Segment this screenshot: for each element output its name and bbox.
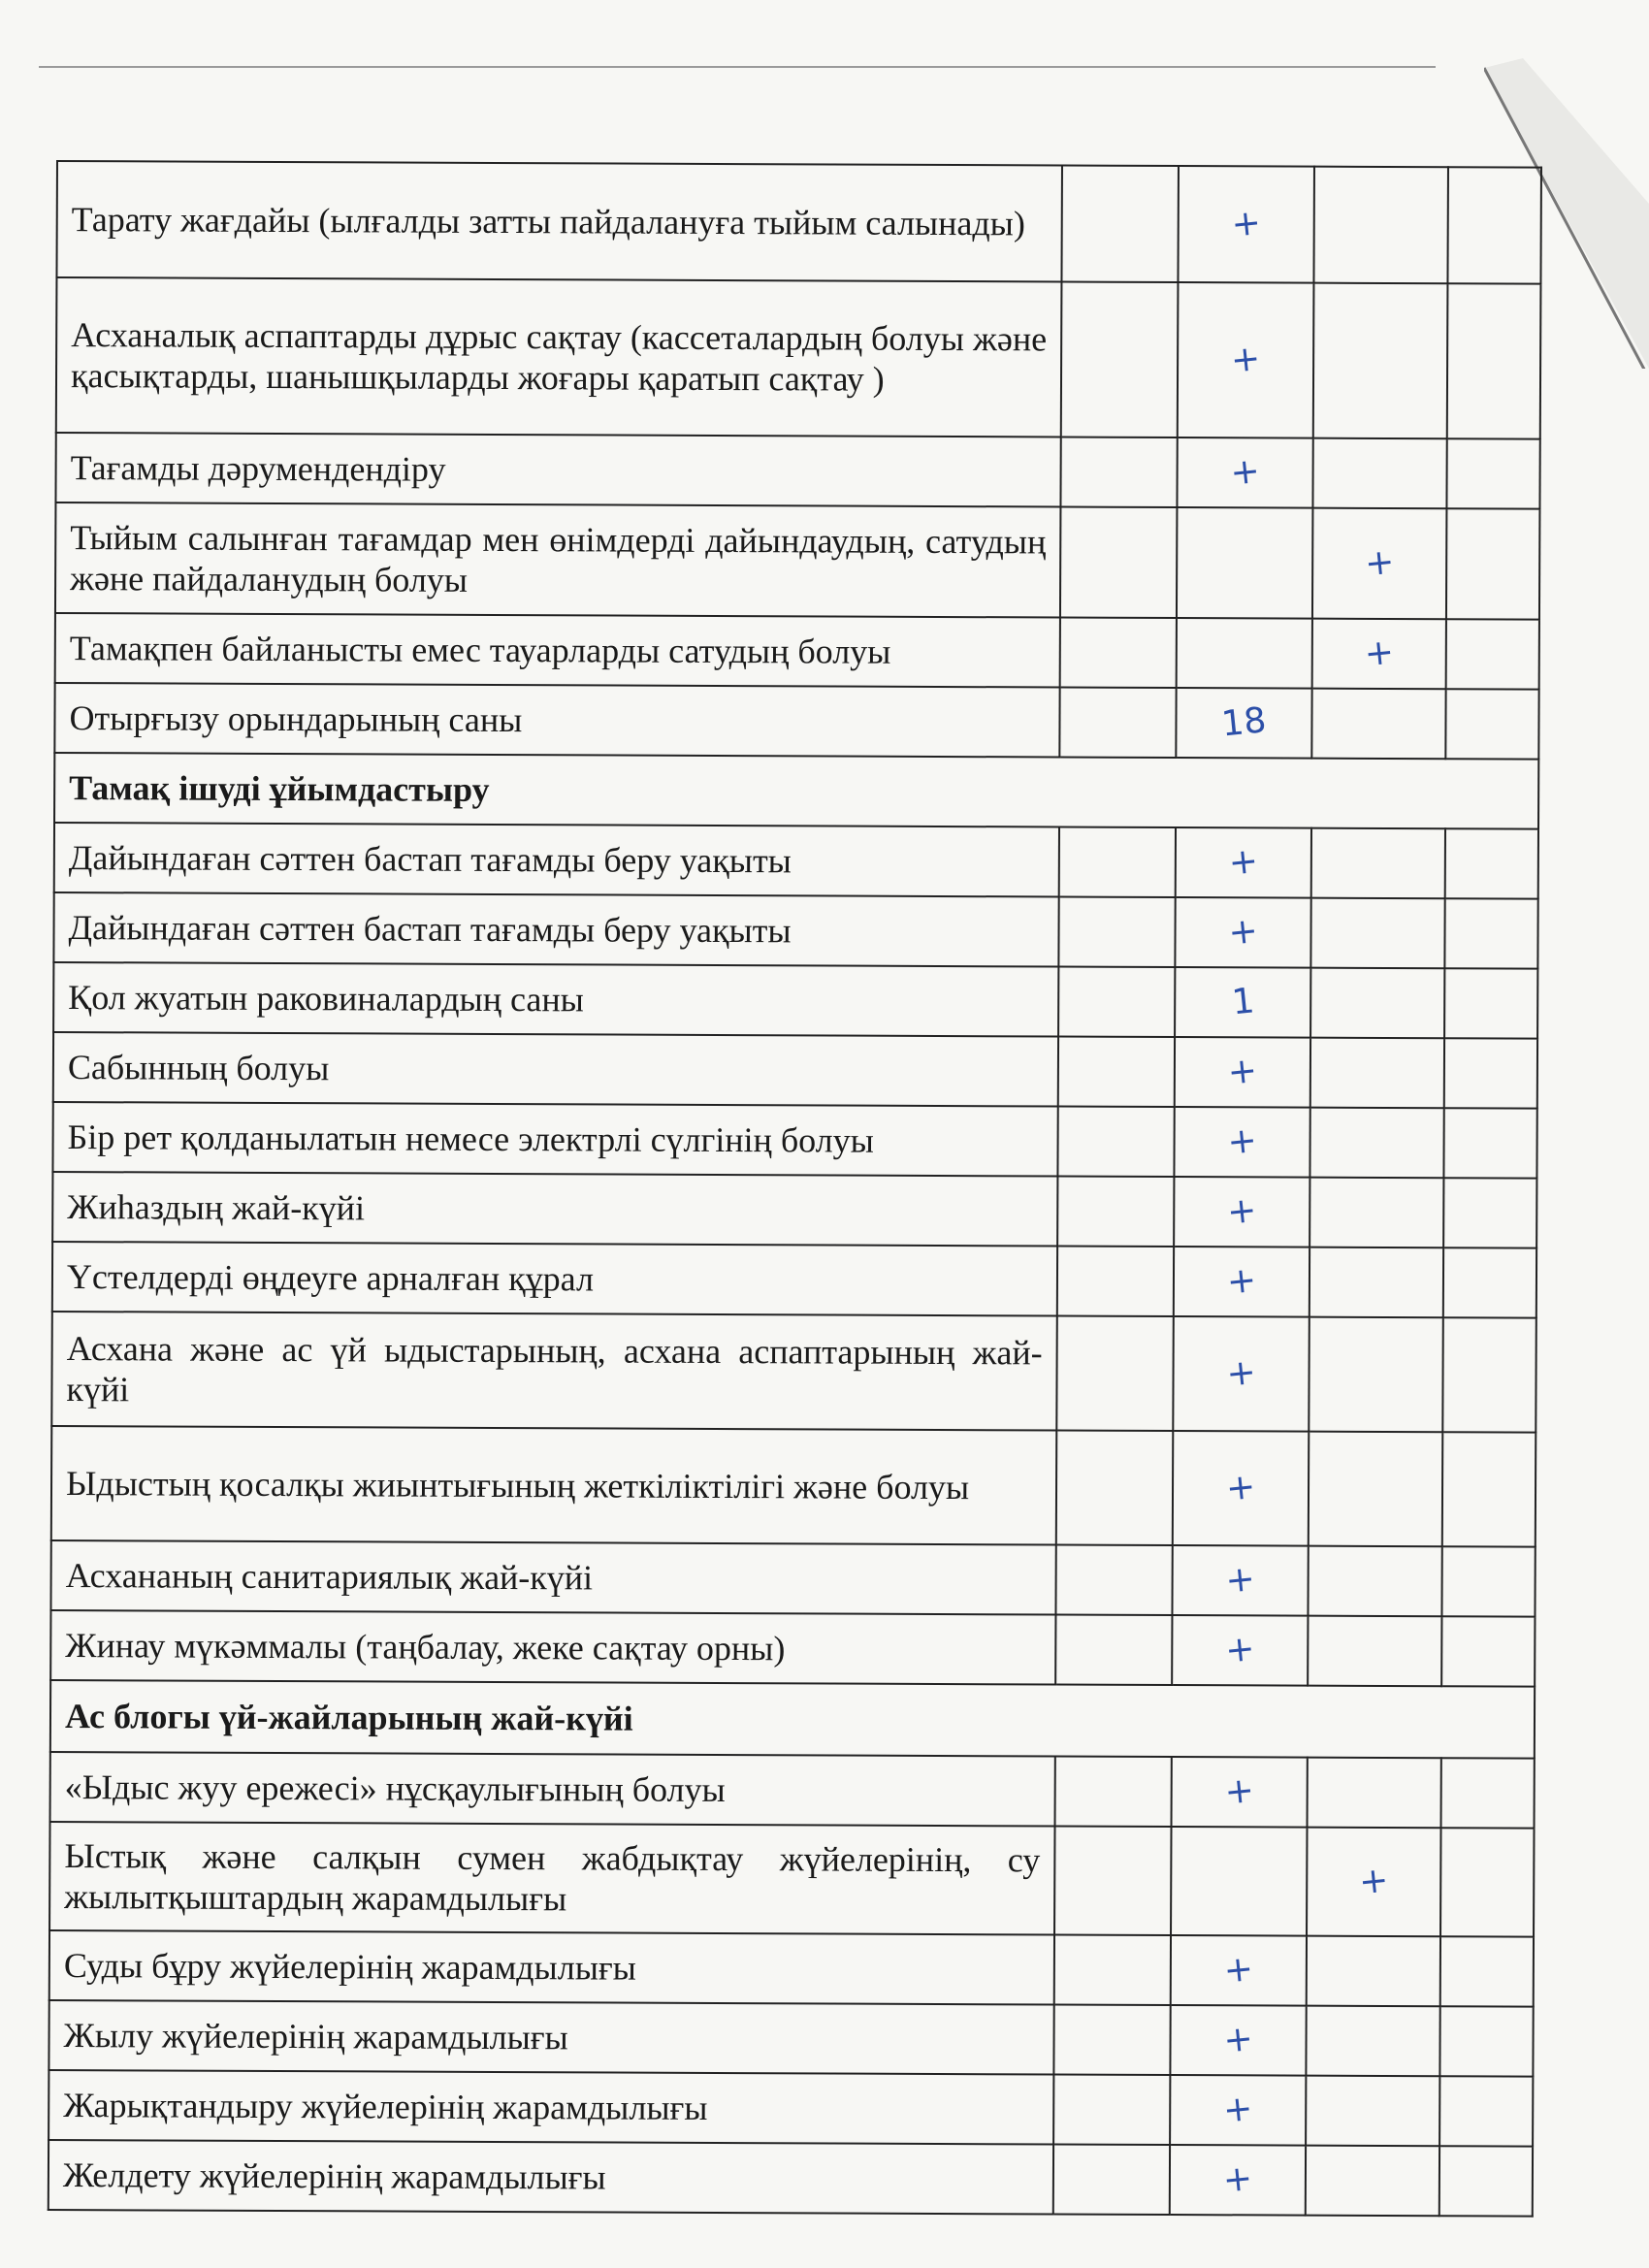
handwritten-mark: 1 <box>1229 981 1256 1023</box>
handwritten-mark-cell-4 <box>1441 1758 1535 1828</box>
checklist-item-text: Дайындаған сәттен бастап тағамды беру уақыты <box>54 823 1059 897</box>
handwritten-mark-cell-3 <box>1308 1758 1441 1829</box>
handwritten-mark-cell-1 <box>1058 1037 1175 1108</box>
handwritten-mark-cell-4 <box>1443 1108 1536 1178</box>
handwritten-mark: + <box>1229 202 1263 245</box>
handwritten-mark: + <box>1225 1119 1259 1163</box>
handwritten-mark-cell-2 <box>1175 1037 1310 1108</box>
handwritten-mark-cell-1 <box>1054 1827 1171 1936</box>
handwritten-mark-cell-1 <box>1053 2145 1170 2216</box>
checklist-item-text: Асхана және ас үй ыдыстарының, асхана аспаптарының жай-күйі <box>51 1312 1057 1431</box>
handwritten-mark: + <box>1224 1259 1258 1303</box>
checklist-item-text: Тарату жағдайы (ылғалды затты пайдалануға тыйым салынады) <box>56 161 1062 282</box>
handwritten-mark-cell-4 <box>1439 2076 1533 2146</box>
checklist-item-text: Желдету жүйелерінің жарамдылығы <box>48 2140 1053 2215</box>
handwritten-mark: + <box>1221 2088 1255 2131</box>
checklist-row <box>50 1610 1535 1687</box>
checklist-item-text: Жылу жүйелерінің жарамдылығы <box>48 2000 1053 2075</box>
handwritten-mark-cell-3 <box>1310 1247 1443 1318</box>
handwritten-mark: + <box>1220 2157 1254 2201</box>
checklist-item-text: Суды бұру жүйелерінің жарамдылығы <box>49 1930 1054 2005</box>
checklist-item-text: Тыйым салынған тағамдар мен өнімдерді дайындаудың, сатудың және пайдаланудың болуы <box>55 502 1060 618</box>
handwritten-mark: + <box>1223 1558 1257 1602</box>
handwritten-mark-cell-1 <box>1057 1107 1174 1178</box>
checklist-row <box>51 1312 1536 1433</box>
section-title: Тамақ ішуді ұйымдастыру <box>54 753 1538 829</box>
checklist-row <box>54 823 1538 899</box>
handwritten-mark-cell-4 <box>1446 438 1539 508</box>
handwritten-mark-cell-3 <box>1309 1317 1443 1433</box>
handwritten-mark: + <box>1221 2018 1255 2061</box>
handwritten-mark-cell-2 <box>1172 1545 1308 1616</box>
handwritten-mark: + <box>1222 1769 1256 1813</box>
checklist-row <box>50 1540 1535 1617</box>
handwritten-mark-cell-1 <box>1055 1757 1172 1828</box>
handwritten-mark-cell-2 <box>1173 1316 1310 1432</box>
checklist-row <box>55 502 1539 620</box>
checklist-item-text: «Ыдыс жуу ережесі» нұсқаулығының болуы <box>50 1752 1055 1827</box>
handwritten-mark-cell-2 <box>1175 897 1310 968</box>
section-header-row <box>54 753 1538 829</box>
handwritten-mark: + <box>1362 632 1396 675</box>
handwritten-mark: + <box>1357 1860 1391 1903</box>
handwritten-mark-cell-4 <box>1447 167 1541 283</box>
handwritten-mark: + <box>1228 338 1263 381</box>
handwritten-mark: + <box>1226 910 1260 954</box>
checklist-row <box>48 2140 1533 2217</box>
handwritten-mark-cell-4 <box>1441 1546 1535 1616</box>
handwritten-mark-cell-2 <box>1174 1107 1310 1178</box>
checklist-row <box>55 433 1539 509</box>
handwritten-mark: + <box>1363 541 1397 585</box>
handwritten-mark-cell-3 <box>1309 1432 1443 1547</box>
handwritten-mark-cell-2 <box>1176 688 1311 759</box>
handwritten-mark-cell-3 <box>1307 1936 1440 2007</box>
handwritten-mark-cell-4 <box>1442 1317 1536 1432</box>
handwritten-mark-cell-2 <box>1177 618 1312 689</box>
handwritten-mark-cell-1 <box>1059 827 1176 898</box>
handwritten-mark-cell-1 <box>1058 967 1175 1038</box>
handwritten-mark: 18 <box>1219 699 1269 745</box>
handwritten-mark-cell-3 <box>1312 508 1446 620</box>
checklist-row <box>49 1930 1534 2007</box>
handwritten-mark-cell-1 <box>1060 618 1177 689</box>
handwritten-mark: + <box>1225 1189 1259 1233</box>
handwritten-mark: + <box>1223 1466 1258 1509</box>
section-header-row <box>50 1680 1535 1759</box>
checklist-item-text: Қол жуатын раковиналардың саны <box>53 962 1058 1037</box>
handwritten-mark-cell-1 <box>1057 1177 1174 1247</box>
handwritten-mark-cell-1 <box>1060 507 1177 619</box>
handwritten-mark-cell-2 <box>1172 1757 1308 1828</box>
checklist-row <box>55 613 1539 690</box>
checklist-row <box>56 161 1541 284</box>
handwritten-mark-cell-1 <box>1053 2005 1170 2076</box>
handwritten-mark-cell-2 <box>1174 1247 1310 1317</box>
handwritten-mark-cell-2 <box>1174 1177 1310 1247</box>
inspection-checklist-table <box>48 160 1542 2218</box>
handwritten-mark-cell-3 <box>1310 1108 1443 1179</box>
scan-top-edge <box>39 66 1436 68</box>
handwritten-mark-cell-3 <box>1308 1546 1441 1617</box>
checklist-row <box>52 1102 1536 1179</box>
handwritten-mark-cell-2 <box>1172 1615 1308 1686</box>
handwritten-mark-cell-1 <box>1055 1615 1172 1686</box>
handwritten-mark-cell-2 <box>1170 2075 1306 2146</box>
handwritten-mark-cell-3 <box>1306 2006 1439 2077</box>
handwritten-mark-cell-1 <box>1056 1316 1174 1432</box>
handwritten-mark-cell-3 <box>1312 619 1446 690</box>
checklist-row <box>52 1172 1536 1248</box>
checklist-row <box>56 277 1541 439</box>
checklist-row <box>53 892 1537 969</box>
handwritten-mark-cell-3 <box>1310 1178 1443 1248</box>
handwritten-mark-cell-1 <box>1053 2075 1170 2146</box>
checklist-item-text: Асханалық аспаптарды дұрыс сақтау (кассеталардың болуы және қасықтарды, шанышқыларды жоғары қаратып сақтау ) <box>56 277 1062 437</box>
handwritten-mark-cell-3 <box>1313 167 1448 284</box>
handwritten-mark-cell-1 <box>1056 1431 1174 1546</box>
handwritten-mark-cell-3 <box>1308 1616 1441 1687</box>
handwritten-mark-cell-2 <box>1170 2005 1306 2076</box>
checklist-row <box>53 1032 1537 1109</box>
checklist-item-text: Тағамды дәрумендендіру <box>55 433 1060 507</box>
checklist-item-text: Бір рет қолданылатын немесе электрлі сүлгінің болуы <box>52 1102 1057 1177</box>
checklist-item-text: Асхананың санитариялық жай-күйі <box>50 1540 1055 1615</box>
handwritten-mark-cell-4 <box>1439 2146 1533 2216</box>
handwritten-mark-cell-4 <box>1442 1432 1536 1546</box>
handwritten-mark-cell-4 <box>1447 283 1541 438</box>
handwritten-mark-cell-2 <box>1178 166 1314 283</box>
checklist-row <box>49 1822 1534 1937</box>
section-title: Ас блогы үй-жайларының жай-күйі <box>50 1680 1535 1759</box>
handwritten-mark-cell-3 <box>1313 283 1448 439</box>
handwritten-mark-cell-2 <box>1177 507 1312 619</box>
handwritten-mark-cell-4 <box>1441 1616 1535 1686</box>
checklist-item-text: Отырғызу орындарының саны <box>54 683 1059 758</box>
handwritten-mark: + <box>1225 1050 1259 1093</box>
checklist-item-text: Тамақпен байланысты емес тауарларды сатудың болуы <box>55 613 1060 688</box>
handwritten-mark: + <box>1228 450 1262 494</box>
checklist-row <box>48 2000 1533 2077</box>
handwritten-mark-cell-4 <box>1440 1828 1534 1936</box>
handwritten-mark-cell-1 <box>1058 897 1175 968</box>
handwritten-mark: + <box>1221 1948 1255 1992</box>
handwritten-mark-cell-2 <box>1177 437 1312 508</box>
handwritten-mark-cell-1 <box>1061 282 1179 438</box>
checklist-row <box>53 962 1537 1039</box>
handwritten-mark-cell-4 <box>1444 898 1537 968</box>
handwritten-mark-cell-1 <box>1061 166 1179 283</box>
checklist-item-text: Сабынның болуы <box>53 1032 1058 1107</box>
handwritten-mark-cell-2 <box>1170 2145 1306 2216</box>
handwritten-mark-cell-1 <box>1054 1935 1171 2006</box>
handwritten-mark-cell-1 <box>1057 1247 1174 1317</box>
handwritten-mark-cell-4 <box>1445 689 1538 759</box>
handwritten-mark-cell-4 <box>1446 619 1539 689</box>
checklist-row <box>54 683 1538 760</box>
handwritten-mark-cell-3 <box>1310 898 1444 969</box>
checklist-row <box>52 1242 1536 1318</box>
checklist-row <box>51 1426 1536 1547</box>
handwritten-mark-cell-3 <box>1312 438 1446 509</box>
handwritten-mark-cell-4 <box>1439 2006 1533 2076</box>
handwritten-mark-cell-2 <box>1176 827 1311 898</box>
handwritten-mark-cell-4 <box>1446 508 1539 619</box>
handwritten-mark-cell-4 <box>1440 1936 1534 2006</box>
handwritten-mark-cell-3 <box>1306 2146 1439 2217</box>
checklist-item-text: Жиһаздың жай-күйі <box>52 1172 1057 1247</box>
handwritten-mark-cell-4 <box>1443 1178 1536 1247</box>
handwritten-mark-cell-2 <box>1178 282 1314 438</box>
handwritten-mark-cell-4 <box>1445 828 1538 898</box>
handwritten-mark-cell-3 <box>1311 689 1445 760</box>
checklist-body <box>48 161 1541 2217</box>
handwritten-mark-cell-2 <box>1175 967 1310 1038</box>
handwritten-mark-cell-3 <box>1307 1828 1440 1937</box>
checklist-item-text: Жарықтандыру жүйелерінің жарамдылығы <box>48 2070 1053 2145</box>
handwritten-mark-cell-3 <box>1311 828 1445 899</box>
handwritten-mark-cell-4 <box>1444 1038 1537 1108</box>
checklist-item-text: Дайындаған сәттен бастап тағамды беру уақыты <box>53 892 1058 967</box>
handwritten-mark-cell-2 <box>1171 1935 1307 2006</box>
handwritten-mark-cell-3 <box>1310 968 1444 1039</box>
handwritten-mark-cell-2 <box>1171 1827 1307 1936</box>
handwritten-mark-cell-3 <box>1306 2076 1439 2147</box>
checklist-row <box>50 1752 1535 1829</box>
checklist-item-text: Жинау мүкәммалы (таңбалау, жеке сақтау орны) <box>50 1610 1055 1685</box>
checklist-item-text: Ыдыстың қосалқы жиынтығының жеткіліктілігі және болуы <box>51 1426 1057 1545</box>
handwritten-mark: + <box>1224 1351 1258 1395</box>
checklist-row <box>48 2070 1533 2147</box>
handwritten-mark: + <box>1226 840 1260 884</box>
checklist-item-text: Ыстық және салқын сумен жабдықтау жүйелерінің, су жылытқыштардың жарамдылығы <box>49 1822 1054 1935</box>
handwritten-mark-cell-4 <box>1444 968 1537 1038</box>
handwritten-mark: + <box>1223 1628 1257 1671</box>
handwritten-mark-cell-4 <box>1443 1247 1536 1317</box>
handwritten-mark-cell-2 <box>1173 1431 1310 1546</box>
handwritten-mark-cell-3 <box>1310 1038 1444 1109</box>
handwritten-mark-cell-1 <box>1059 688 1176 759</box>
checklist-item-text: Үстелдерді өңдеуге арналған құрал <box>52 1242 1057 1316</box>
handwritten-mark-cell-1 <box>1060 437 1177 508</box>
handwritten-mark-cell-1 <box>1055 1545 1172 1616</box>
